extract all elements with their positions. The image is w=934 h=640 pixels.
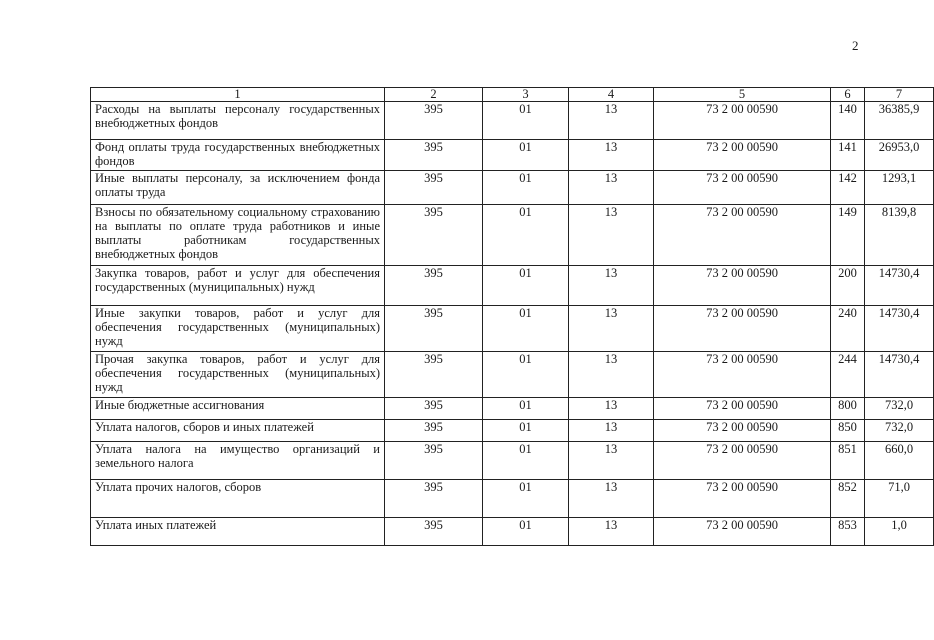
- column-header: 2: [385, 88, 483, 102]
- expense-name: Уплата налога на имущество организаций и земельного налога: [91, 442, 385, 480]
- table-row: [91, 266, 934, 306]
- subsection-code: 13: [569, 420, 654, 442]
- section-code: 01: [483, 518, 569, 546]
- expense-type-code: 141: [831, 140, 865, 171]
- table-row: [91, 518, 934, 546]
- expense-type-code: 800: [831, 398, 865, 420]
- subsection-code: 13: [569, 518, 654, 546]
- table-row: [91, 480, 934, 518]
- expense-name: Прочая закупка товаров, работ и услуг для обеспечения государственных (муниципальных) нужд: [91, 352, 385, 398]
- target-article-code: 73 2 00 00590: [654, 398, 831, 420]
- page-number: 2: [852, 38, 859, 53]
- amount: 660,0: [865, 442, 934, 480]
- section-code: 01: [483, 480, 569, 518]
- expense-type-code: 850: [831, 420, 865, 442]
- section-code: 01: [483, 420, 569, 442]
- expense-name: Расходы на выплаты персоналу государственных внебюджетных фондов: [91, 102, 385, 140]
- subsection-code: 13: [569, 205, 654, 266]
- amount: 1,0: [865, 518, 934, 546]
- ministry-code: 395: [385, 352, 483, 398]
- table-row: [91, 398, 934, 420]
- expense-type-code: 200: [831, 266, 865, 306]
- target-article-code: 73 2 00 00590: [654, 140, 831, 171]
- target-article-code: 73 2 00 00590: [654, 306, 831, 352]
- ministry-code: 395: [385, 306, 483, 352]
- table-row: [91, 420, 934, 442]
- expense-name: Иные выплаты персоналу, за исключением фонда оплаты труда: [91, 171, 385, 205]
- ministry-code: 395: [385, 266, 483, 306]
- section-code: 01: [483, 442, 569, 480]
- section-code: 01: [483, 352, 569, 398]
- expense-name: Взносы по обязательному социальному страхованию на выплаты по оплате труда работников и иные выплаты работникам государственных внебюджетных фондов: [91, 205, 385, 266]
- column-header: 3: [483, 88, 569, 102]
- section-code: 01: [483, 398, 569, 420]
- ministry-code: 395: [385, 102, 483, 140]
- amount: 71,0: [865, 480, 934, 518]
- table-row: [91, 102, 934, 140]
- expense-type-code: 852: [831, 480, 865, 518]
- expense-type-code: 142: [831, 171, 865, 205]
- target-article-code: 73 2 00 00590: [654, 205, 831, 266]
- target-article-code: 73 2 00 00590: [654, 420, 831, 442]
- expense-name: Фонд оплаты труда государственных внебюджетных фондов: [91, 140, 385, 171]
- ministry-code: 395: [385, 140, 483, 171]
- subsection-code: 13: [569, 306, 654, 352]
- expense-type-code: 149: [831, 205, 865, 266]
- ministry-code: 395: [385, 518, 483, 546]
- table-row: [91, 171, 934, 205]
- section-code: 01: [483, 266, 569, 306]
- subsection-code: 13: [569, 102, 654, 140]
- table-row: [91, 205, 934, 266]
- section-code: 01: [483, 140, 569, 171]
- target-article-code: 73 2 00 00590: [654, 518, 831, 546]
- amount: 14730,4: [865, 352, 934, 398]
- amount: 26953,0: [865, 140, 934, 171]
- subsection-code: 13: [569, 140, 654, 171]
- expense-name: Закупка товаров, работ и услуг для обеспечения государственных (муниципальных) нужд: [91, 266, 385, 306]
- column-header: 1: [91, 88, 385, 102]
- expense-name: Уплата иных платежей: [91, 518, 385, 546]
- section-code: 01: [483, 102, 569, 140]
- subsection-code: 13: [569, 171, 654, 205]
- subsection-code: 13: [569, 442, 654, 480]
- expense-type-code: 140: [831, 102, 865, 140]
- section-code: 01: [483, 205, 569, 266]
- subsection-code: 13: [569, 398, 654, 420]
- table-row: [91, 140, 934, 171]
- expense-type-code: 853: [831, 518, 865, 546]
- amount: 732,0: [865, 420, 934, 442]
- table-row: [91, 306, 934, 352]
- target-article-code: 73 2 00 00590: [654, 480, 831, 518]
- column-header: 6: [831, 88, 865, 102]
- expense-name: Уплата налогов, сборов и иных платежей: [91, 420, 385, 442]
- section-code: 01: [483, 171, 569, 205]
- amount: 8139,8: [865, 205, 934, 266]
- ministry-code: 395: [385, 420, 483, 442]
- table-row: [91, 352, 934, 398]
- expense-name: Уплата прочих налогов, сборов: [91, 480, 385, 518]
- subsection-code: 13: [569, 266, 654, 306]
- subsection-code: 13: [569, 352, 654, 398]
- column-header: 5: [654, 88, 831, 102]
- amount: 14730,4: [865, 266, 934, 306]
- expense-type-code: 851: [831, 442, 865, 480]
- header-row: [91, 88, 934, 102]
- section-code: 01: [483, 306, 569, 352]
- expense-name: Иные закупки товаров, работ и услуг для обеспечения государственных (муниципальных) нужд: [91, 306, 385, 352]
- amount: 732,0: [865, 398, 934, 420]
- table-row: [91, 442, 934, 480]
- target-article-code: 73 2 00 00590: [654, 442, 831, 480]
- expense-type-code: 240: [831, 306, 865, 352]
- ministry-code: 395: [385, 398, 483, 420]
- target-article-code: 73 2 00 00590: [654, 352, 831, 398]
- subsection-code: 13: [569, 480, 654, 518]
- target-article-code: 73 2 00 00590: [654, 171, 831, 205]
- column-header: 7: [865, 88, 934, 102]
- ministry-code: 395: [385, 205, 483, 266]
- ministry-code: 395: [385, 480, 483, 518]
- ministry-code: 395: [385, 442, 483, 480]
- column-header: 4: [569, 88, 654, 102]
- amount: 1293,1: [865, 171, 934, 205]
- target-article-code: 73 2 00 00590: [654, 266, 831, 306]
- amount: 36385,9: [865, 102, 934, 140]
- target-article-code: 73 2 00 00590: [654, 102, 831, 140]
- budget-table: [90, 87, 934, 546]
- expense-type-code: 244: [831, 352, 865, 398]
- expense-name: Иные бюджетные ассигнования: [91, 398, 385, 420]
- amount: 14730,4: [865, 306, 934, 352]
- ministry-code: 395: [385, 171, 483, 205]
